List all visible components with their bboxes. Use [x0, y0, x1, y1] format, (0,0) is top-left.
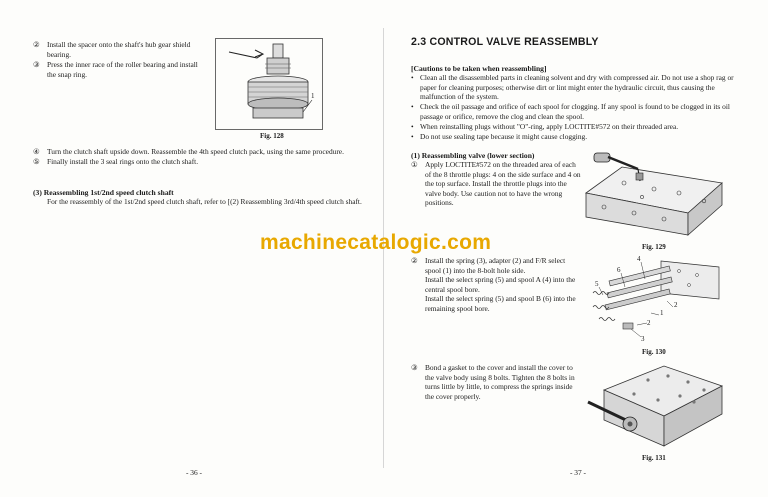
step-text: Install the spacer onto the shaft's hub gear shield bearing.	[47, 40, 191, 59]
step-text: Turn the clutch shaft upside down. Reassemble the 4th speed clutch pack, using the same procedure.	[47, 147, 344, 156]
step-number: ③	[411, 363, 418, 372]
figure-130-spools	[589, 253, 724, 345]
figure-128-caption: Fig. 128	[260, 132, 284, 140]
step-number: ③	[33, 60, 40, 69]
subsection-1-heading: (1) Reassembling valve (lower section)	[411, 151, 535, 160]
watermark: machinecatalogic.com	[260, 231, 492, 254]
figure-130-callout: 6	[617, 266, 621, 274]
cautions-heading: [Cautions to be taken when reassembling]	[411, 64, 547, 73]
step-2-install-spring	[411, 256, 581, 314]
spools-illustration	[589, 253, 724, 345]
caution-bullet: • When reinstalling plugs without "O"-ring, apply LOCTITE#572 on their threaded area.	[411, 122, 746, 132]
caution-text: Check the oil passage and orifice of each spool for clogging. If any spool is found to be clogged in its oil passage or orifice, remove the clog and clean the spool.	[420, 102, 730, 121]
section-3-heading: (3) Reassembling 1st/2nd speed clutch shaft	[33, 188, 174, 197]
figure-callout: 1	[311, 92, 315, 100]
step-number: ④	[33, 147, 40, 156]
step-text: Finally install the 3 seal rings onto the clutch shaft.	[47, 157, 199, 166]
step-number: ②	[33, 40, 40, 49]
page-number-left: - 36 -	[186, 468, 203, 477]
step-line: Install the select spring (5) and spool B (6) into the remaining spool bore.	[425, 294, 576, 313]
caution-text: Do not use sealing tape because it might cause clogging.	[420, 132, 588, 141]
caution-text: Clean all the disassembled parts in cleaning solvent and dry with compressed air. Do not use a shop rag or paper for cleaning purposes; otherwise dirt or lint might enter the hydraulic circuit, thus causing the malfunction of the system.	[420, 73, 734, 102]
figure-130-callout: 3	[641, 335, 645, 343]
figure-131-caption: Fig. 131	[642, 454, 666, 462]
step-3-bond-gasket	[411, 363, 581, 401]
step-text	[425, 256, 581, 314]
figure-130-callout: 2	[647, 319, 651, 327]
caution-text: When reinstalling plugs without "O"-ring, apply LOCTITE#572 on their threaded area.	[420, 122, 679, 131]
step-line: Install the select spring (5) and spool A (4) into the central spool bore.	[425, 275, 576, 294]
figure-130-caption: Fig. 130	[642, 348, 666, 356]
clutch-shaft-illustration	[215, 38, 323, 130]
step-text: Apply LOCTITE#572 on the threaded area of each of the 8 throttle plugs: 4 on the side surface and 4 on the top surface. Install the throttle plugs into the valve body. Use caution not to have the wrong positions.	[425, 160, 581, 208]
section-title: 2.3 CONTROL VALVE REASSEMBLY	[411, 36, 599, 48]
figure-130-callout: 4	[637, 255, 641, 263]
step-number: ②	[411, 256, 418, 265]
cover-bolts-illustration	[584, 360, 724, 450]
step-text: Press the inner race of the roller bearing and install the snap ring.	[47, 60, 198, 79]
figure-130-callout: 2	[674, 301, 678, 309]
caution-bullet: • Check the oil passage and orifice of each spool for clogging. If any spool is found to be clogged in its oil passage or orifice, remove the clog and clean the spool.	[411, 102, 746, 121]
caution-bullet: • Do not use sealing tape because it might cause clogging.	[411, 132, 746, 142]
valve-body-illustration	[584, 151, 724, 239]
step-3-press-inner-race	[33, 60, 203, 79]
step-number: ①	[411, 160, 418, 169]
figure-131-cover-bolts	[584, 360, 724, 450]
figure-130-callout: 5	[595, 280, 599, 288]
step-5-seal-rings	[33, 157, 358, 167]
section-3-text: For the reassembly of the 1st/2nd speed clutch shaft, refer to [(2) Reassembling 3rd/4th speed clutch shaft.	[47, 197, 362, 206]
figure-129-caption: Fig. 129	[642, 243, 666, 251]
figure-128-clutch-shaft	[215, 38, 323, 130]
page-number-right: - 37 -	[570, 468, 587, 477]
step-4-turn-clutch-shaft	[33, 147, 358, 157]
step-number: ⑤	[33, 157, 40, 166]
step-2-install-spacer	[33, 40, 203, 59]
figure-130-callout: 1	[660, 309, 664, 317]
figure-129-valve-body	[584, 151, 724, 239]
step-line: Install the spring (3), adapter (2) and F/R select spool (1) into the 8-bolt hole side.	[425, 256, 566, 275]
caution-bullet: • Clean all the disassembled parts in cleaning solvent and dry with compressed air. Do not use a shop rag or paper for cleaning purposes; otherwise dirt or lint might enter the hydraulic circuit, thus causing the malfunction of the system.	[411, 73, 746, 102]
step-text: Bond a gasket to the cover and install the cover to the valve body using 8 bolts. Tighten the 8 bolts in turns little by little, to compress the springs inside the cover properly.	[425, 363, 575, 401]
step-1-apply-loctite	[411, 160, 581, 208]
